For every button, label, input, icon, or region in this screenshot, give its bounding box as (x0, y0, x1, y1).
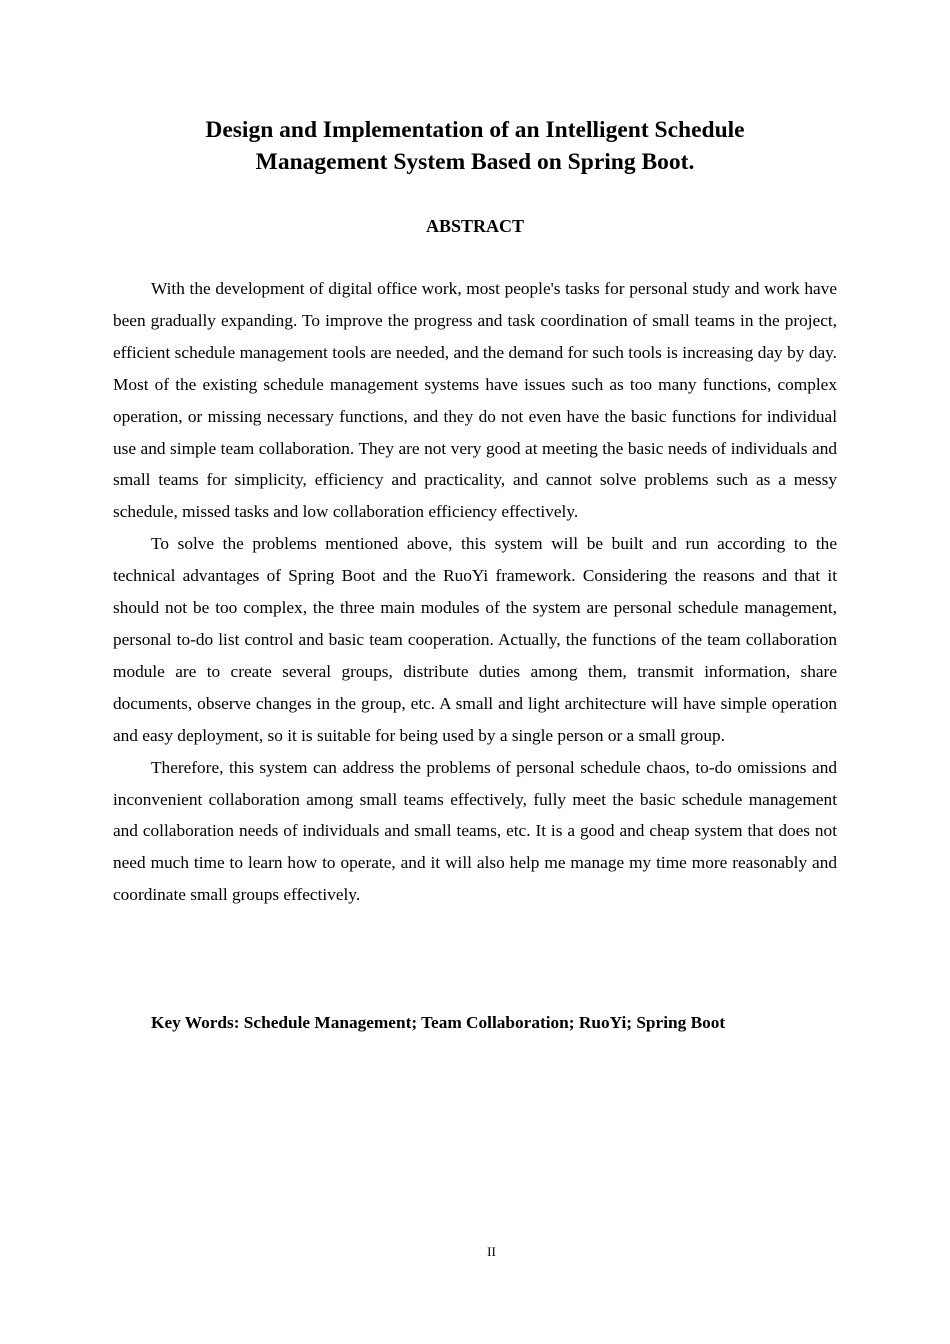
abstract-heading: ABSTRACT (425, 216, 525, 236)
paper-title-line-1: Design and Implementation of an Intelligent Schedule (205, 117, 745, 143)
keywords: Key Words: Schedule Management; Team Collaboration; RuoYi; Spring Boot (151, 1013, 726, 1032)
page-number: II (487, 1244, 496, 1259)
abstract-paragraph-1: With the development of digital office work, most people's tasks for personal study and work have been gradually expanding. To improve the progress and task coordination of small teams in the project, efficient schedule management tools are needed, and the demand for such tools is increasing day by day. Most of the existing schedule management systems have issues such as too many functions, complex operation, or missing necessary functions, and they do not even have the basic functions for individual use and simple team collaboration. They are not very good at meeting the basic needs of individuals and small teams for simplicity, efficiency and practicality, and cannot solve problems such as a messy schedule, missed tasks and low collaboration efficiency effectively. (113, 279, 837, 522)
paper-title (113, 114, 837, 178)
abstract-paragraph-2: To solve the problems mentioned above, this system will be built and run according to the technical advantages of Spring Boot and the RuoYi framework. Considering the reasons and that it should not be too complex, the three main modules of the system are personal schedule management, personal to-do list control and basic team cooperation. Actually, the functions of the team collaboration module are to create several groups, distribute duties among them, transmit information, share documents, observe changes in the group, etc. A small and light architecture will have simple operation and easy deployment, so it is suitable for being used by a single person or a small group. (113, 534, 837, 745)
abstract-paragraph-3: Therefore, this system can address the problems of personal schedule chaos, to-do omissions and inconvenient collaboration among small teams effectively, fully meet the basic schedule management and collaboration needs of individuals and small teams, etc. It is a good and cheap system that does not need much time to learn how to operate, and it will also help me manage my time more reasonably and coordinate small groups effectively. (113, 757, 837, 905)
paper-title-line-2: Management System Based on Spring Boot. (255, 149, 695, 175)
abstract-body (113, 273, 837, 911)
